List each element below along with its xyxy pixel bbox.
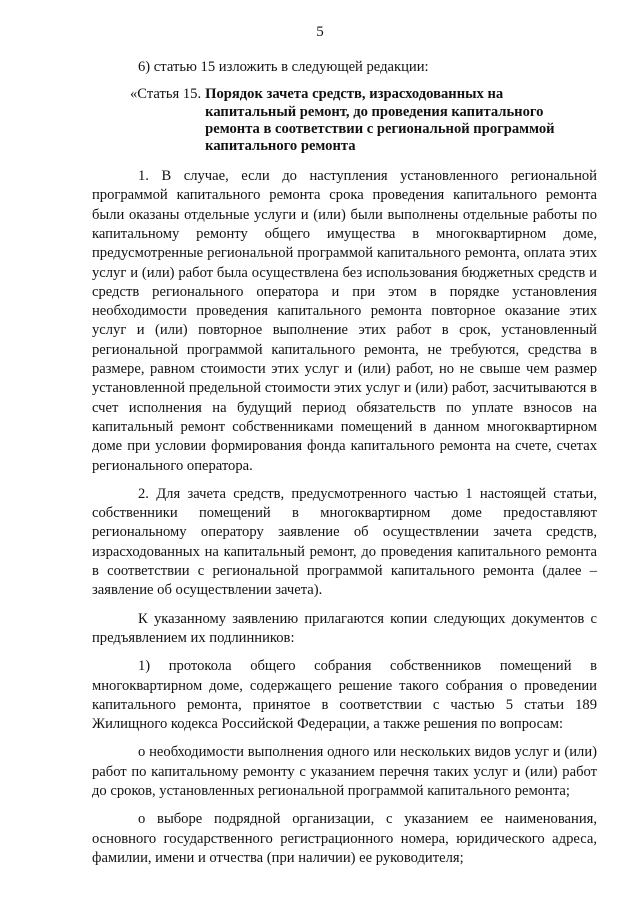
paragraph-question-contractor: о выборе подрядной организации, с указанием ее наименования, основного государственного регистрационного номера, юридического адреса, фамилии, имени и отчества (при наличии) ее руководителя; (92, 811, 597, 866)
paragraph-question-necessity: о необходимости выполнения одного или нескольких видов услуг и (или) работ по капитальному ремонту с указанием перечня таких услуг и (или) работ до сроков, установленных региональной программой капитального ремонта; (92, 744, 597, 800)
article-title: Порядок зачета средств, израсходованных на капитальный ремонт, до проведения капитального ремонта в соответствии с региональной программой капитального ремонта (205, 86, 555, 154)
paragraph-item-1: 1) протокола общего собрания собственников помещений в многоквартирном доме, содержащего решение такого собрания о проведении капитального ремонта, принятое в соответствии с частью 5 статьи 189 Жилищного кодекса Российской Федерации, а также решения по вопросам: (92, 658, 597, 733)
article-heading (92, 86, 597, 155)
intro-paragraph: 6) статью 15 изложить в следующей редакции: (138, 59, 429, 75)
document-body (92, 58, 597, 877)
page-number: 5 (316, 24, 324, 40)
paragraph-attachments-intro: К указанному заявлению прилагаются копии следующих документов с предъявлением их подлинников: (92, 610, 597, 646)
article-number: «Статья 15. (130, 86, 202, 103)
paragraph-part-2: 2. Для зачета средств, предусмотренного частью 1 настоящей статьи, собственники помещений в многоквартирном доме предоставляют региональному оператору заявление об осуществлении зачета средств, израсходованных на капитальный ремонт, до проведения капитального ремонта в соответствии с региональной программой капитального ремонта (далее – заявление об осуществлении зачета). (92, 485, 597, 599)
paragraph-part-1: 1. В случае, если до наступления установленного региональной программой капитального ремонта срока проведения капитального ремонта были оказаны отдельные услуги и (или) были выполнены отдельные работы по капитальному ремонту общего имущества в многоквартирном доме, предусмотренные региональной программой капитального ремонта, оплата этих услуг и (или) работ была осуществлена без использования бюджетных средств и средств регионального оператора и при этом в порядке установления необходимости проведения капитального ремонта повторное оказание этих услуг и (или) повторное выполнение этих работ в срок, установленный региональной программой капитального ремонта, не требуются, средства в размере, равном стоимости этих услуг и (или) работ, но не свыше чем размер установленной предельной стоимости этих услуг и (или) работ, засчитываются в счет исполнения на будущий период обязательств по уплате взносов на капитальный ремонт собственниками помещений в данном многоквартирном доме при условии формирования фонда капитального ремонта на счете, счетах регионального оператора. (92, 168, 597, 474)
